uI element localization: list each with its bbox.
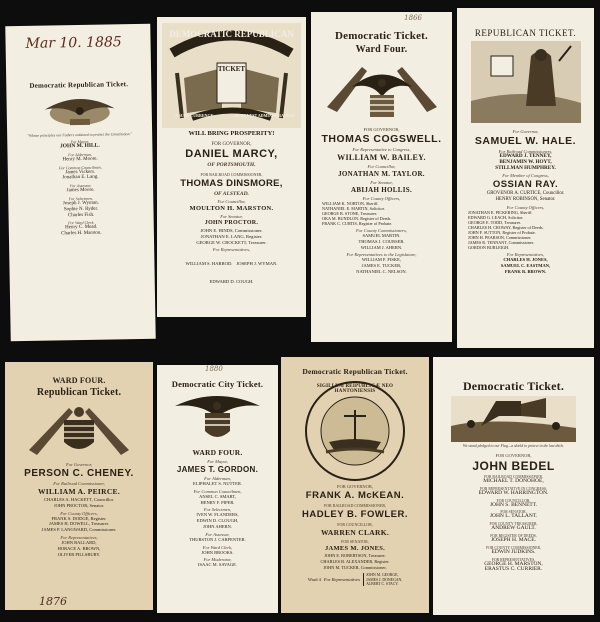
railroad-office: FOR RAILROAD COMMISSIONER, — [323, 503, 387, 508]
candidate-name: Henry M. Moore. — [62, 156, 98, 163]
handwritten-date: Mar 10. 1885 — [25, 34, 122, 52]
candidate-line: WILLIAM K. NORTON, Sheriff. — [322, 201, 379, 206]
candidate-name: Charles Fish. — [67, 212, 95, 218]
title-ticket: TICKET — [217, 65, 246, 73]
governor-name: FRANK A. McKEAN. — [305, 490, 405, 501]
alderman-name: ELIPHALET S. NUTTER. — [193, 481, 242, 486]
representatives — [10, 540, 148, 557]
candidate-line: CHARLES A. HACKETT, Councillor. — [44, 497, 114, 502]
candidate-line: FRANK S. DODGE, Register. — [51, 515, 107, 521]
county-officers — [316, 201, 447, 226]
commissioners-office: For County Commissioners, — [356, 228, 407, 233]
congress-name: OSSIAN RAY. — [492, 179, 559, 191]
candidate-line: ERASTUS C. CURRIER. — [484, 566, 543, 573]
railroad-office: FOR RAILROAD COMMISSIONER, — [484, 475, 543, 479]
ticket-caption: We stand pledged to our Flag—a shield to protect in the last ditch. — [462, 444, 565, 448]
handwritten-year: 1880 — [205, 365, 223, 373]
footer-names — [363, 573, 402, 586]
candidate-line: WILLIAM F. FISKE, — [361, 257, 402, 263]
candidate-line: FRANK C. CURTIS, Register of Probate. — [322, 221, 393, 226]
office-label: For Assessor, — [69, 182, 92, 189]
governor-name: DANIEL MARCY, — [185, 148, 278, 160]
governor-office: FOR GOVERNOR, — [211, 142, 252, 147]
ticket-democratic-republican-marcy — [157, 17, 306, 317]
candidate-line: JOHN M. GEORGE, — [366, 573, 399, 578]
legislature-office: For Representatives to the Legislature, — [346, 252, 417, 258]
candidate-line: JOHN BALLARD, — [61, 539, 97, 545]
footer-reps — [286, 573, 424, 586]
alderman-office: For Alderman, — [204, 476, 231, 481]
candidate-line: WILLIAM J. AHERN. — [360, 244, 403, 250]
state-seal-graphic — [304, 380, 406, 482]
railroad-name: THOMAS DINSMORE, — [180, 178, 283, 189]
senator-name: ABIJAH HOLLIS. — [351, 186, 412, 194]
governor-office: For Governor, — [66, 462, 92, 467]
ticket-republican-ward-four-cheney — [5, 362, 153, 610]
moderator-office: For Moderator, — [203, 557, 232, 563]
councillor-name: WARREN CLARK. — [320, 528, 390, 537]
candidate-line: EDWARD G. LEACH, Solicitor. — [468, 214, 524, 220]
councillor-office: For Councillor, — [367, 164, 396, 169]
ticket-democratic-republican-1885 — [5, 24, 155, 341]
candidate-line: JOHN E. ROBERTSON, Treasurer. — [324, 553, 386, 558]
ward-label: WARD FOUR. — [192, 448, 243, 457]
ticket-democratic-ward-four-cogswell — [311, 12, 452, 342]
candidate-line: CHARLES H. JONES, — [503, 256, 548, 262]
candidate-list — [12, 138, 149, 238]
congress-name: WILLIAM W. BAILEY. — [337, 153, 426, 162]
candidate-line: GEORGE W. CROCKETT, Treasurer. — [196, 239, 267, 245]
councillor-name: MOULTON H. MARSTON. — [189, 205, 274, 212]
commissioner-office: FOR COUNTY COMMISSIONER, — [485, 545, 542, 550]
governor-office: FOR GOVERNOR, — [336, 484, 373, 489]
clerk-office: For Ward Clerk, — [202, 544, 233, 550]
candidate-line: JOHN AHERN. — [202, 523, 232, 529]
railroad-name: HADLEY B. FOWLER. — [302, 509, 408, 520]
seal-text: SIGILLUM REIPUBLICÆ NEO HANTONIENSIS — [316, 384, 394, 394]
candidate-line: JONATHAN E. PICKERING, Sheriff. — [468, 209, 533, 215]
ticket-title: Republican Ticket. — [36, 387, 122, 398]
representatives — [162, 252, 301, 288]
candidate-line: JAMES H. DOWELL, Treasurer. — [49, 521, 109, 527]
governor-office: For Governor, — [512, 129, 539, 134]
governor-town: OF PORTSMOUTH. — [207, 162, 256, 168]
candidate-line: SAMUEL MARTIN. — [362, 233, 401, 238]
senator-name: JOHN PROCTOR. — [204, 220, 259, 226]
handwritten-year: 1876 — [39, 595, 67, 608]
ticket-democratic-city-gordon — [157, 365, 278, 613]
eagle-vignette — [34, 90, 125, 132]
candidate-line: JOSEPH J. WYMAN. — [236, 261, 278, 267]
ticket-democratic-republican-mckean — [281, 357, 429, 613]
office-label: For Alderman, — [68, 151, 92, 158]
councillor-office: For Councillor, — [217, 199, 246, 204]
assessor-office: For Assessor, — [205, 531, 230, 537]
moderator-name: ISAAC M. SAVAGE. — [197, 562, 238, 568]
congress-office: FOR REPRESENTATIVE IN CONGRESS, — [480, 486, 547, 491]
candidate-line: JOHN M. TUCKER, Commissioner. — [323, 564, 387, 570]
eagle-shield-vignette — [170, 391, 265, 446]
office-label: For Common Councilmen, — [58, 164, 102, 170]
deeds-office: FOR REGISTER OF DEEDS, — [490, 533, 537, 538]
governor-office: FOR GOVERNOR, — [495, 453, 532, 458]
selectmen — [162, 512, 273, 529]
county-officers — [162, 228, 301, 245]
councillor-office: FOR COUNCILLOR, — [337, 522, 373, 527]
governor-name: THOMAS COGSWELL. — [321, 133, 442, 145]
ticket-title: Democratic Ticket. — [335, 30, 428, 42]
deeds-name: JOSEPH H. MACE. — [491, 536, 536, 543]
title-top: DEMOCRATIC REPUBLICAN — [169, 29, 294, 39]
candidate-line: OKA M. BUNDLON, Register of Deeds. — [322, 216, 392, 221]
candidate-name: Henry C. Mead. — [65, 225, 98, 231]
mayor-office: For Mayor, — [207, 459, 228, 464]
candidate-name: Joseph J. Wyman. — [62, 200, 99, 207]
reps-office: For Representatives, — [212, 247, 251, 253]
candidate-line: IVEN W. FLANDERS, — [196, 512, 239, 518]
candidate-line: HENRY F. PIPER. — [200, 499, 235, 505]
railroad-office: For Railroad Commissioners, — [498, 149, 553, 154]
candidate-line: THOMAS J. COURSER. — [358, 238, 405, 244]
candidate-line: SAMUEL C. EASTMAN, — [500, 262, 551, 268]
battlefield-vignette — [451, 396, 576, 442]
mayor-name: JAMES T. GORDON. — [176, 465, 259, 474]
candidate-line: BENJAMIN W. HOYT, — [499, 158, 552, 165]
county-office: For County Officers, — [362, 196, 401, 201]
eagle-flags-vignette — [322, 57, 442, 125]
ticket-title: Democratic Republican Ticket. — [29, 80, 129, 90]
treasurer-name: ANDREW GAULT. — [491, 525, 536, 532]
ward-label: WARD FOUR. — [52, 376, 106, 385]
county-officers — [10, 516, 148, 533]
congress-office: For Member of Congress, — [502, 173, 549, 179]
liberty-figure-vignette — [471, 41, 581, 123]
candidate-name: James Vickers. — [65, 169, 96, 175]
council-senate — [10, 497, 148, 509]
office-label: For Mayor, — [70, 138, 89, 145]
footer-label: For Representatives — [323, 577, 361, 583]
candidate-name: James Moore. — [66, 187, 95, 194]
representatives — [462, 257, 589, 274]
railroad-office: FOR RAILROAD COMMISSIONER, — [200, 172, 263, 177]
candidate-name: JOHN M. HILL. — [59, 142, 100, 150]
slogan-bottom: WILL BRING PROSPERITY! — [188, 130, 275, 137]
candidate-line: NATHANIEL E. MARTIN, Solicitor. — [322, 206, 385, 211]
railroad-name: MICHAEL T. DONOHOE, — [483, 478, 544, 484]
county-officers — [462, 210, 589, 250]
ticket-motto: "Whose principles our Fathers ordained to protect the Constitution." — [27, 132, 133, 138]
county-office: For County Officers, — [506, 204, 545, 210]
handwritten-year: 1866 — [404, 14, 422, 22]
senator-office: FOR SENATOR, — [341, 539, 369, 544]
slogan-top: A SURE CURRENCY — [175, 113, 214, 118]
senator-line: HENRY ROBINSON, Senator. — [495, 197, 556, 203]
candidate-line: JAMES P. LANGWARD, Commissioner. — [41, 527, 117, 533]
reps-office: FOR REPRESENTATIVES, — [491, 557, 536, 562]
senator-office: For Senator, — [370, 180, 393, 185]
candidate-line: JAMES R. TENNANT, Commissioner. — [468, 239, 534, 245]
railroad-town: OF ALSTEAD. — [214, 191, 249, 197]
candidate-line: ALBERT C. STACY. — [366, 581, 399, 586]
clerk-name: JOHN BROOKS. — [201, 549, 234, 555]
senator-name: JAMES M. JONES. — [324, 545, 386, 552]
candidate-line: GORDON BURLEIGH. — [468, 244, 510, 250]
treasurer-office: FOR COUNTY TREASURER, — [489, 522, 538, 527]
flags-shield-vignette — [19, 400, 139, 460]
candidate-name: Jonathan E. Lang. — [62, 175, 99, 181]
senator-office: FOR SENATOR, — [500, 510, 527, 515]
candidate-line: JAMES E. TUCKER, — [361, 263, 402, 269]
candidate-line: EDWARD J. TENNEY, — [499, 153, 552, 159]
ward-label: Ward Four. — [355, 44, 408, 55]
selectmen-office: For Selectmen, — [203, 507, 232, 513]
candidate-line: EDWARD D. COUGH. — [209, 279, 254, 285]
slogan-right: AN HONEST ADMINISTRATION — [233, 113, 294, 118]
congress-name: EDWARD W. HARRINGTON. — [478, 489, 549, 496]
councillor-name: JONATHAN M. TAYLOR. — [338, 170, 425, 178]
assessor-name: THURSTON J. CARPENTER. — [189, 536, 246, 542]
senator-office: For Senator, — [220, 214, 243, 219]
candidate-line: OLIVER PILLSBURY. — [57, 551, 101, 557]
candidate-name: Sophie N. Ryder. — [63, 206, 99, 213]
ticket-title: Democratic City Ticket. — [171, 379, 264, 389]
office-label: For Selectmen, — [68, 195, 93, 202]
candidate-line: STILLMAN HUMPHREY. — [495, 164, 556, 171]
governor-name: PERSON C. CHENEY. — [24, 468, 134, 479]
candidate-line: GEORGE E. TODD, Treasurer. — [468, 219, 521, 225]
council-office: For Common Councilmen, — [193, 488, 242, 494]
railroad-commissioners — [462, 154, 589, 171]
county-officers — [286, 553, 424, 570]
candidate-line: EDWIN D. CLOUGH, — [196, 518, 239, 524]
railroad-office: For Railroad Commissioner, — [53, 481, 105, 486]
councillor-line: GROVENOR A. CURTICE, Councillor. — [486, 191, 565, 197]
footer-ward: Ward 4 — [307, 577, 321, 583]
candidate-line: NATHANIEL C. NELSON. — [356, 268, 407, 274]
candidate-line: JOHN PROCTOR, Senator. — [53, 502, 105, 508]
candidate-name: Charles H. Marston. — [61, 230, 102, 237]
candidate-line: ANSEL C. SMART, — [199, 493, 236, 499]
commissioners — [316, 233, 447, 250]
candidate-line: GEORGE B. STONE, Treasurer. — [322, 211, 378, 216]
candidate-line: JONATHAN E. LANG, Register. — [200, 233, 263, 239]
candidate-line: JOHN F. SUTTON, Register of Probate. — [468, 229, 536, 235]
councillor-office: FOR COUNCILLOR, — [496, 498, 531, 503]
candidate-line: JOHN E. HINDS, Commissioner. — [200, 228, 263, 233]
council-members — [162, 494, 273, 506]
ticket-democratic-bedel — [433, 357, 594, 615]
ticket-title: Democratic Republican Ticket. — [302, 367, 408, 376]
ticket-title: Democratic Ticket. — [462, 379, 565, 393]
governor-office: FOR GOVERNOR, — [363, 127, 400, 132]
councillor-name: JOHN S. BENNETT. — [489, 501, 538, 508]
railroad-name: WILLIAM A. PEIRCE. — [37, 487, 121, 496]
candidate-line: JAMES J. DONEGAN, — [366, 577, 403, 582]
county-office: For County Officers, — [60, 510, 98, 516]
state-seal — [304, 380, 406, 482]
reps-office: For Representatives, — [60, 534, 98, 540]
office-label: For Ward Clerk, — [68, 220, 95, 226]
candidate-line: JOHN H. PEARSON, Commissioner. — [468, 234, 532, 240]
candidate-line: WILLIAM S. HARROD. — [185, 261, 233, 267]
senator-name: JOHN L. TALLANT. — [489, 513, 538, 520]
commissioner-name: EDWIN JUDKINS. — [491, 548, 536, 555]
ticket-title: REPUBLICAN TICKET. — [474, 28, 577, 38]
governor-name: SAMUEL W. HALE. — [474, 135, 577, 147]
governor-name: JOHN BEDEL — [472, 459, 555, 473]
candidate-line: HORACE A. BROWN, — [57, 545, 101, 551]
congress-office: For Representative to Congress, — [352, 147, 411, 152]
candidate-line: CHARLES B. ALEXANDER, Register. — [320, 558, 390, 564]
representatives — [438, 562, 589, 574]
reps-office: For Representatives, — [506, 251, 545, 257]
candidate-line: GEORGE H. MARSTON, — [484, 560, 543, 567]
candidate-line: CHARLES H. CROWAY, Register of Deeds. — [468, 224, 544, 230]
ticket-republican-hale — [457, 8, 594, 348]
candidate-line: FRANK R. BROWN. — [504, 268, 547, 274]
legislature-reps — [316, 257, 447, 274]
